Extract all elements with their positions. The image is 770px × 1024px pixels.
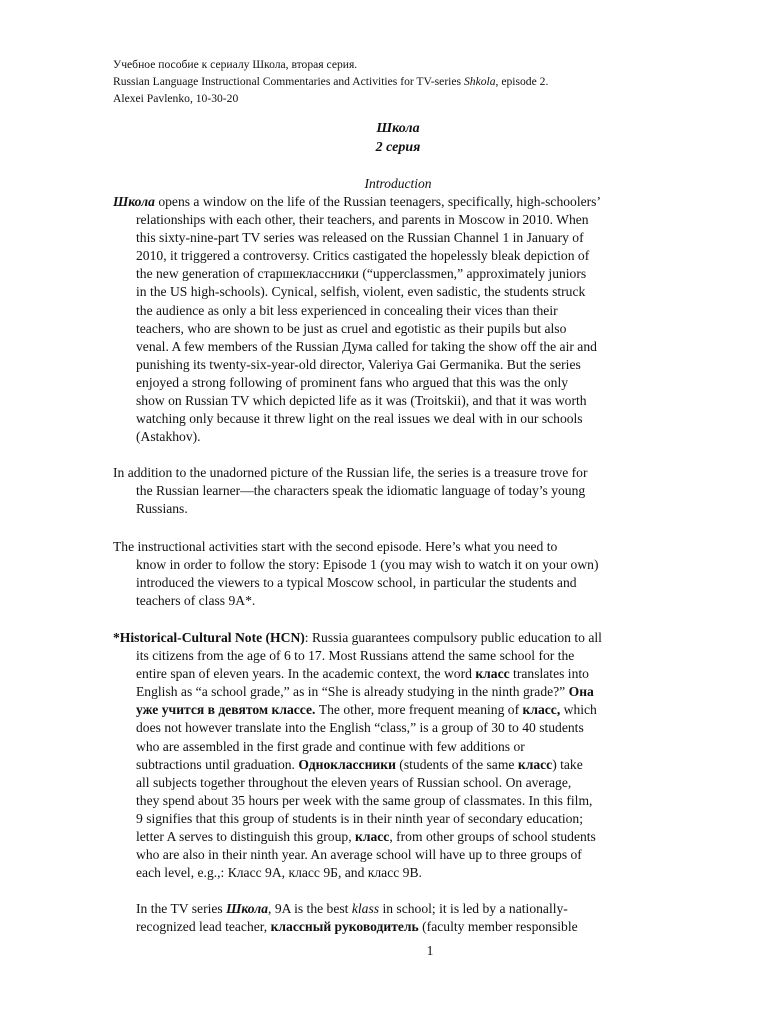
text-line: in the US high-schools). Cynical, selfish, violent, even sadistic, the students struck [136,284,586,300]
text-line: teachers of class 9A*. [136,593,256,609]
text-line: In addition to the unadorned picture of the Russian life, the series is a treasure trove for [113,465,588,480]
text-span: , from other groups of school students [389,829,596,845]
text-span: entire span of eleven years. In the academic context, the word [136,666,476,682]
italic-term: klass [351,901,380,916]
paragraph-series [113,900,673,936]
bold-term: Одноклассники [298,756,396,772]
bold-term: Она [568,684,594,700]
hcn-label: *Historical-Cultural Note (HCN) [113,630,305,645]
text-line: (Astakhov). [136,429,201,445]
text-line [113,193,673,211]
text-line: venal. A few members of the Russian Дума called for taking the show off the air and [136,338,597,354]
text-span: opens a window on the life of the Russian teenagers, specifically, high-schoolers’ [154,194,601,209]
text-line: teachers, who are shown to be just as cruel and egotistic as their pupils but also [136,320,567,336]
text-line: the audience as only a bit less experienced in concealing their vices than their [136,302,558,318]
text-line [113,756,673,774]
text-line: each level, e.g.,: Класс 9А, класс 9Б, and класс 9В. [136,865,422,881]
text-span: (faculty member responsible [418,919,578,935]
text-line: this sixty-nine-part TV series was released on the Russian Channel 1 in January of [136,230,584,246]
text-line: Russians. [136,501,188,517]
text-span: The other, more frequent meaning of [315,702,523,718]
text-span: letter A serves to distinguish this group, [136,829,355,845]
show-title: Школа [113,194,155,209]
bold-term: класс [355,829,390,845]
paragraph-intro [113,193,673,446]
text-span: ) take [552,756,583,772]
text-line: the new generation of старшеклассники (“upperclassmen,” approximately juniors [136,266,587,282]
text-line [113,701,673,719]
text-line [113,629,673,647]
text-line: all subjects together throughout the eleven years of Russian school. On average, [136,774,572,790]
text-span: , 9A is the best [268,901,352,916]
title-line-2: 2 серия [375,140,421,155]
text-line [113,828,673,846]
bold-term: уже учится в девятом классе. [136,702,316,718]
text-line [113,900,673,918]
bold-term: класс [475,666,510,682]
text-line: relationships with each other, their teachers, and parents in Moscow in 2010. When [136,212,589,228]
header-line-2-end: , episode 2. [495,75,549,88]
text-span: recognized lead teacher, [136,919,271,935]
header-line-3: Alexei Pavlenko, 10-30-20 [113,92,239,105]
text-line: know in order to follow the story: Episode 1 (you may wish to watch it on your own) [136,557,599,573]
text-line: the Russian learner—the characters speak the idiomatic language of today’s young [136,483,586,499]
text-line: watching only because it threw light on the real issues we deal with in our schools [136,411,583,427]
bold-term: класс [517,756,553,772]
header-line-2-text: Russian Language Instructional Commentaries and Activities for TV-series [113,75,464,88]
text-line: enjoyed a strong following of prominent fans who argued that this was the only [136,374,569,390]
text-line: they spend about 35 hours per week with the same group of classmates. In this film, [136,792,593,808]
text-line [113,665,673,683]
header-line-1: Учебное пособие к сериалу Школа, вторая серия. [113,58,358,71]
text-span: : Russia guarantees compulsory public education to all [304,630,602,645]
text-line: punishing its twenty-six-year-old director, Valeriya Gai Germanika. But the series [136,356,581,372]
text-line: 2010, it triggered a controversy. Critics castigated the hopelessly bleak depiction of [136,248,590,264]
bold-term: классный руководитель [270,919,419,935]
text-span: in school; it is led by a nationally- [379,901,568,916]
paragraph-hcn [113,629,673,882]
title-line-1: Школа [376,121,420,136]
text-span: translates into [509,666,589,682]
text-span: In the TV series [136,901,227,916]
text-line: who are also in their ninth year. An average school will have up to three groups of [136,847,582,863]
text-line: its citizens from the age of 6 to 17. Most Russians attend the same school for the [136,648,575,664]
text-line: introduced the viewers to a typical Moscow school, in particular the students and [136,575,577,591]
page-number: 1 [426,943,434,958]
text-line [113,918,673,936]
intro-heading: Introduction [364,176,432,191]
text-line: The instructional activities start with the second episode. Here’s what you need to [113,539,558,554]
bold-term: класс, [522,702,561,718]
text-span: (students of the same [395,756,518,772]
text-line: show on Russian TV which depicted life as it was (Troitskii), and that it was worth [136,393,587,409]
header-series-name: Shkola [463,75,496,88]
text-line: 9 signifies that this group of students is in their ninth year of secondary education; [136,810,583,826]
header-line-2 [113,73,548,90]
text-line [113,683,673,701]
paragraph-activities [113,538,673,610]
document-header [113,56,548,107]
text-span: which [560,702,597,718]
text-line: does not however translate into the English “class,” is a group of 30 to 40 students [136,720,584,736]
paragraph-learner [113,464,673,518]
show-title: Школа [226,901,269,916]
text-span: subtractions until graduation. [136,756,299,772]
text-span: English as “a school grade,” as in “She is already studying in the ninth grade?” [136,684,569,700]
text-line: who are assembled in the first grade and continue with few additions or [136,738,525,754]
